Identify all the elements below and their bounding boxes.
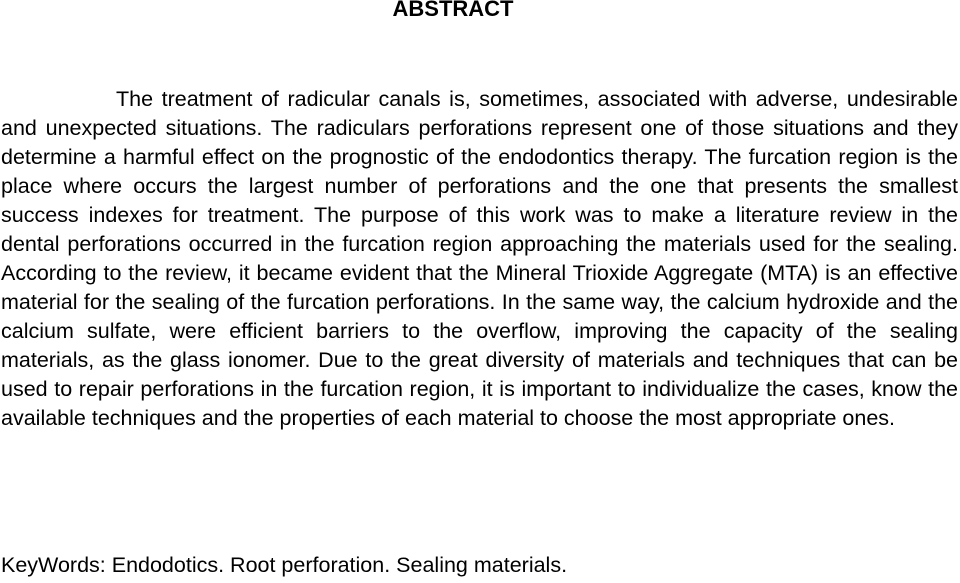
keywords-line: KeyWords: Endodotics. Root perforation. Sealing materials.	[1, 553, 568, 577]
abstract-heading: ABSTRACT	[392, 0, 514, 21]
abstract-paragraph: The treatment of radicular canals is, sometimes, associated with adverse, undesirable and unexpected situations. The radiculars perforations represent one of those situations and they determine a harmful effect on the prognostic of the endodontics therapy. The furcation region is the place where occurs the largest number of perforations and the one that presents the smallest success indexes for treatment. The purpose of this work was to make a literature review in the dental perforations occurred in the furcation region approaching the materials used for the sealing. According to the review, it became evident that the Mineral Trioxide Aggregate (MTA) is an effective material for the sealing of the furcation perforations. In the same way, the calcium hydroxide and the calcium sulfate, were efficient barriers to the overflow, improving the capacity of the sealing materials, as the glass ionomer. Due to the great diversity of materials and techniques that can be used to repair perforations in the furcation region, it is important to individualize the cases, know the available techniques and the properties of each material to choose the most appropriate ones.	[1, 87, 958, 430]
